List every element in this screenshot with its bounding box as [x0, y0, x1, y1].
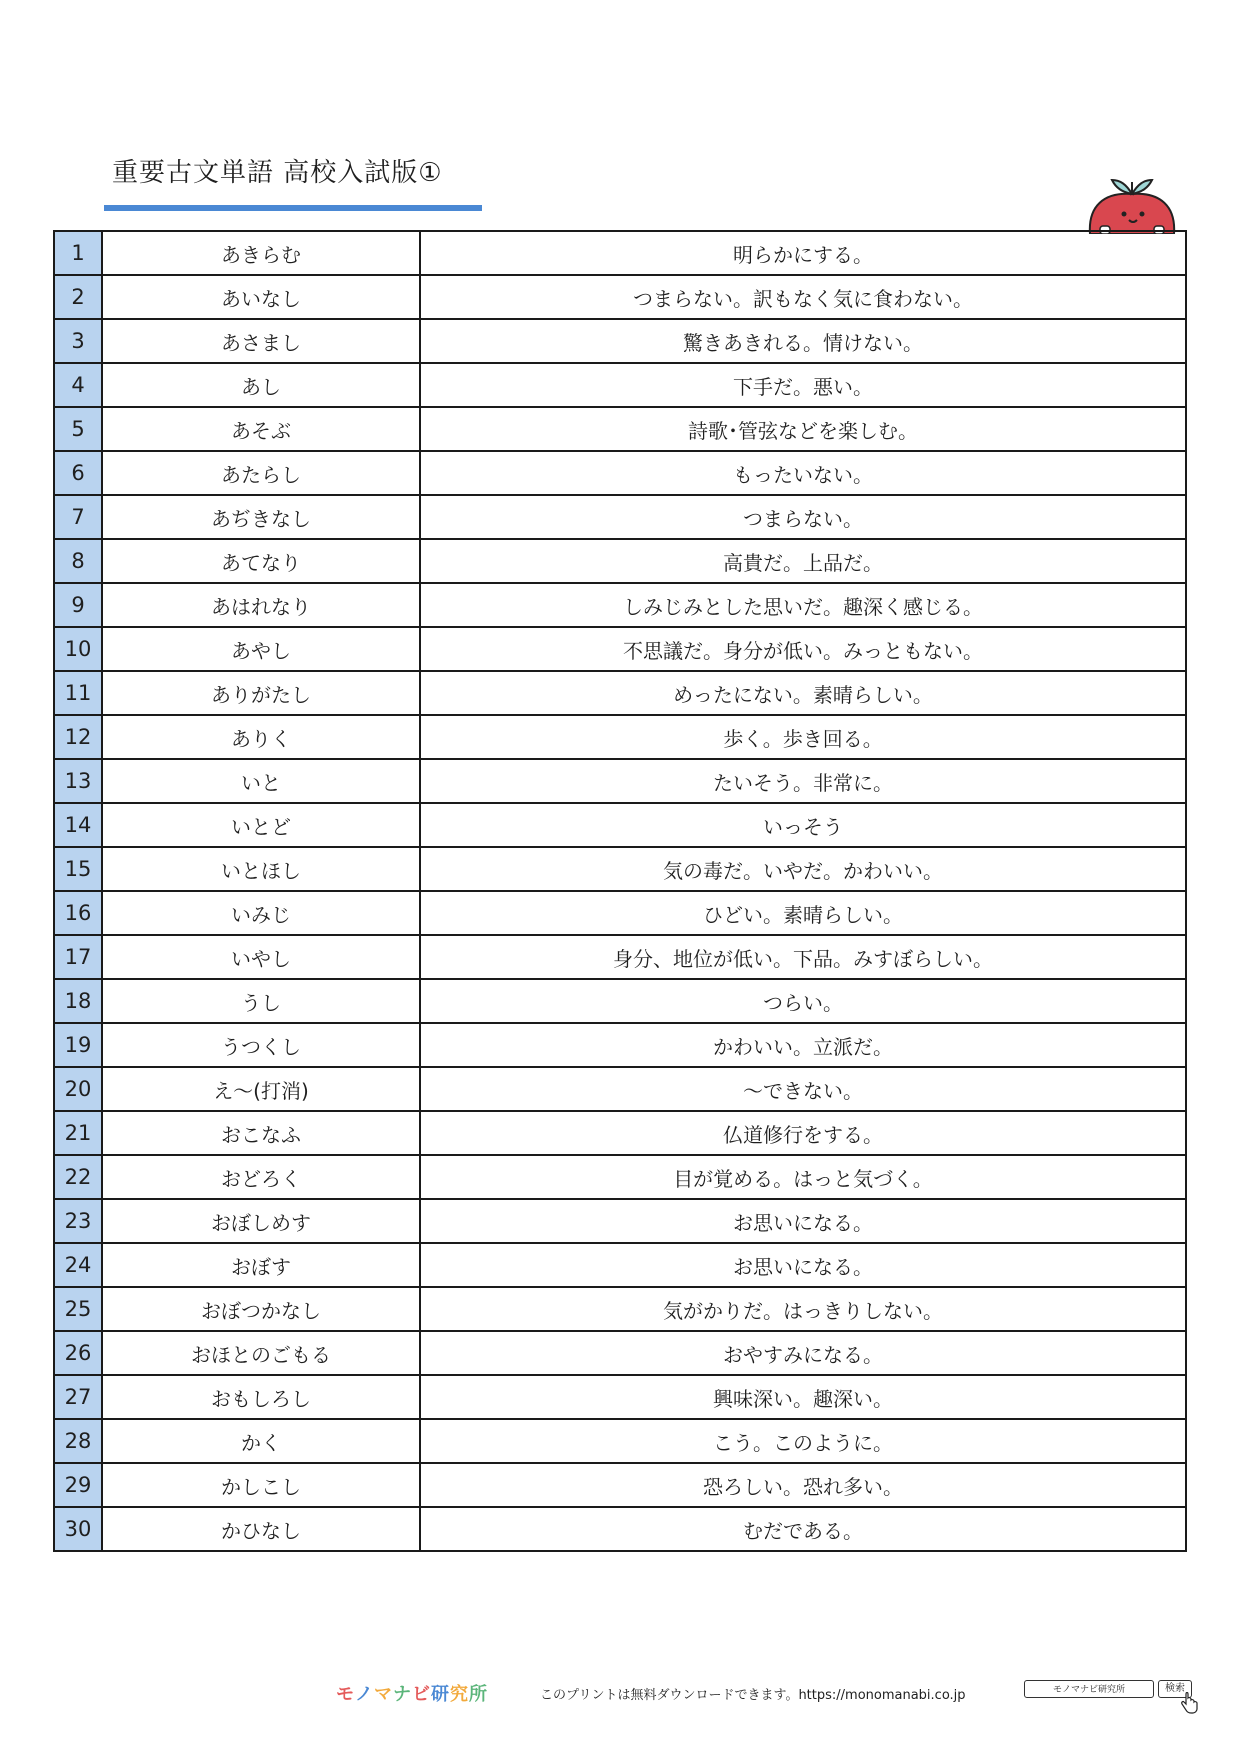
word-meaning: むだである。 — [420, 1507, 1186, 1551]
table-row — [54, 1507, 1186, 1551]
row-number: 30 — [54, 1507, 102, 1551]
word-meaning: 下手だ。悪い。 — [420, 363, 1186, 407]
classical-word: おほとのごもる — [102, 1331, 420, 1375]
word-meaning: 不思議だ。身分が低い。みっともない。 — [420, 627, 1186, 671]
word-meaning: お思いになる。 — [420, 1199, 1186, 1243]
table-row — [54, 803, 1186, 847]
logo-char: マ — [374, 1684, 393, 1705]
table-row — [54, 627, 1186, 671]
classical-word: あし — [102, 363, 420, 407]
word-meaning: もったいない。 — [420, 451, 1186, 495]
classical-word: あぢきなし — [102, 495, 420, 539]
table-row — [54, 451, 1186, 495]
word-meaning: 詩歌･管弦などを楽しむ。 — [420, 407, 1186, 451]
word-meaning: いっそう — [420, 803, 1186, 847]
word-meaning: 仏道修行をする。 — [420, 1111, 1186, 1155]
logo-char: 研 — [431, 1684, 450, 1705]
classical-word: あきらむ — [102, 231, 420, 275]
classical-word: いとど — [102, 803, 420, 847]
classical-word: ありく — [102, 715, 420, 759]
hand-cursor-icon — [1180, 1692, 1198, 1714]
table-row — [54, 1155, 1186, 1199]
footer-logo — [336, 1680, 488, 1706]
word-meaning: お思いになる。 — [420, 1243, 1186, 1287]
table-row — [54, 275, 1186, 319]
classical-word: いやし — [102, 935, 420, 979]
table-row — [54, 1199, 1186, 1243]
classical-word: あはれなり — [102, 583, 420, 627]
row-number: 20 — [54, 1067, 102, 1111]
table-row — [54, 1463, 1186, 1507]
row-number: 22 — [54, 1155, 102, 1199]
word-meaning: ひどい。素晴らしい。 — [420, 891, 1186, 935]
table-row — [54, 583, 1186, 627]
classical-word: おもしろし — [102, 1375, 420, 1419]
row-number: 17 — [54, 935, 102, 979]
row-number: 16 — [54, 891, 102, 935]
table-row — [54, 847, 1186, 891]
row-number: 11 — [54, 671, 102, 715]
logo-char: モ — [336, 1684, 355, 1705]
row-number: 6 — [54, 451, 102, 495]
search-button[interactable]: 検索 — [1158, 1680, 1192, 1698]
table-row — [54, 539, 1186, 583]
classical-word: いと — [102, 759, 420, 803]
logo-char: ビ — [412, 1684, 431, 1705]
classical-word: おぼす — [102, 1243, 420, 1287]
word-meaning: こう。このように。 — [420, 1419, 1186, 1463]
logo-char: ナ — [393, 1684, 412, 1705]
classical-word: あやし — [102, 627, 420, 671]
word-meaning: ～できない。 — [420, 1067, 1186, 1111]
classical-word: おこなふ — [102, 1111, 420, 1155]
classical-word: あてなり — [102, 539, 420, 583]
table-row — [54, 407, 1186, 451]
vocab-table — [53, 230, 1187, 1552]
row-number: 26 — [54, 1331, 102, 1375]
search-input[interactable]: モノマナビ研究所 — [1024, 1680, 1154, 1698]
logo-char: 所 — [469, 1684, 488, 1705]
table-row — [54, 1111, 1186, 1155]
table-row — [54, 759, 1186, 803]
classical-word: おどろく — [102, 1155, 420, 1199]
row-number: 9 — [54, 583, 102, 627]
row-number: 13 — [54, 759, 102, 803]
classical-word: おぼしめす — [102, 1199, 420, 1243]
row-number: 14 — [54, 803, 102, 847]
classical-word: あそぶ — [102, 407, 420, 451]
word-meaning: 気の毒だ。いやだ。かわいい。 — [420, 847, 1186, 891]
table-row — [54, 1287, 1186, 1331]
classical-word: かく — [102, 1419, 420, 1463]
classical-word: あたらし — [102, 451, 420, 495]
table-row — [54, 231, 1186, 275]
classical-word: いみじ — [102, 891, 420, 935]
word-meaning: かわいい。立派だ。 — [420, 1023, 1186, 1067]
table-row — [54, 715, 1186, 759]
logo-char: ノ — [355, 1684, 374, 1705]
row-number: 10 — [54, 627, 102, 671]
table-row — [54, 1375, 1186, 1419]
table-row — [54, 671, 1186, 715]
classical-word: いとほし — [102, 847, 420, 891]
word-meaning: つまらない。 — [420, 495, 1186, 539]
classical-word: うつくし — [102, 1023, 420, 1067]
title-underline — [104, 205, 482, 211]
word-meaning: 驚きあきれる。情けない。 — [420, 319, 1186, 363]
row-number: 27 — [54, 1375, 102, 1419]
table-row — [54, 979, 1186, 1023]
apple-mascot-icon — [1082, 176, 1182, 234]
row-number: 8 — [54, 539, 102, 583]
row-number: 24 — [54, 1243, 102, 1287]
word-meaning: 高貴だ。上品だ。 — [420, 539, 1186, 583]
classical-word: あいなし — [102, 275, 420, 319]
table-row — [54, 1243, 1186, 1287]
classical-word: かしこし — [102, 1463, 420, 1507]
word-meaning: 目が覚める。はっと気づく。 — [420, 1155, 1186, 1199]
row-number: 7 — [54, 495, 102, 539]
page-title: 重要古文単語 高校入試版① — [112, 158, 443, 188]
word-meaning: 興味深い。趣深い。 — [420, 1375, 1186, 1419]
classical-word: え～(打消) — [102, 1067, 420, 1111]
logo-char: 究 — [450, 1684, 469, 1705]
word-meaning: しみじみとした思いだ。趣深く感じる。 — [420, 583, 1186, 627]
word-meaning: おやすみになる。 — [420, 1331, 1186, 1375]
row-number: 1 — [54, 231, 102, 275]
word-meaning: 明らかにする。 — [420, 231, 1186, 275]
classical-word: うし — [102, 979, 420, 1023]
word-meaning: 身分、地位が低い。下品。みすぼらしい。 — [420, 935, 1186, 979]
row-number: 18 — [54, 979, 102, 1023]
row-number: 15 — [54, 847, 102, 891]
row-number: 4 — [54, 363, 102, 407]
word-meaning: たいそう。非常に。 — [420, 759, 1186, 803]
table-row — [54, 319, 1186, 363]
classical-word: あさまし — [102, 319, 420, 363]
footer-note: このプリントは無料ダウンロードできます。https://monomanabi.co.jp — [540, 1688, 966, 1703]
word-meaning: つまらない。訳もなく気に食わない。 — [420, 275, 1186, 319]
word-meaning: 歩く。歩き回る。 — [420, 715, 1186, 759]
table-row — [54, 1023, 1186, 1067]
table-row — [54, 495, 1186, 539]
row-number: 21 — [54, 1111, 102, 1155]
row-number: 29 — [54, 1463, 102, 1507]
row-number: 12 — [54, 715, 102, 759]
table-row — [54, 891, 1186, 935]
table-row — [54, 363, 1186, 407]
table-row — [54, 1331, 1186, 1375]
row-number: 28 — [54, 1419, 102, 1463]
row-number: 2 — [54, 275, 102, 319]
word-meaning: めったにない。素晴らしい。 — [420, 671, 1186, 715]
classical-word: かひなし — [102, 1507, 420, 1551]
table-row — [54, 1067, 1186, 1111]
row-number: 23 — [54, 1199, 102, 1243]
word-meaning: 気がかりだ。はっきりしない。 — [420, 1287, 1186, 1331]
row-number: 5 — [54, 407, 102, 451]
row-number: 19 — [54, 1023, 102, 1067]
table-row — [54, 1419, 1186, 1463]
row-number: 3 — [54, 319, 102, 363]
word-meaning: つらい。 — [420, 979, 1186, 1023]
classical-word: おぼつかなし — [102, 1287, 420, 1331]
row-number: 25 — [54, 1287, 102, 1331]
table-row — [54, 935, 1186, 979]
classical-word: ありがたし — [102, 671, 420, 715]
word-meaning: 恐ろしい。恐れ多い。 — [420, 1463, 1186, 1507]
